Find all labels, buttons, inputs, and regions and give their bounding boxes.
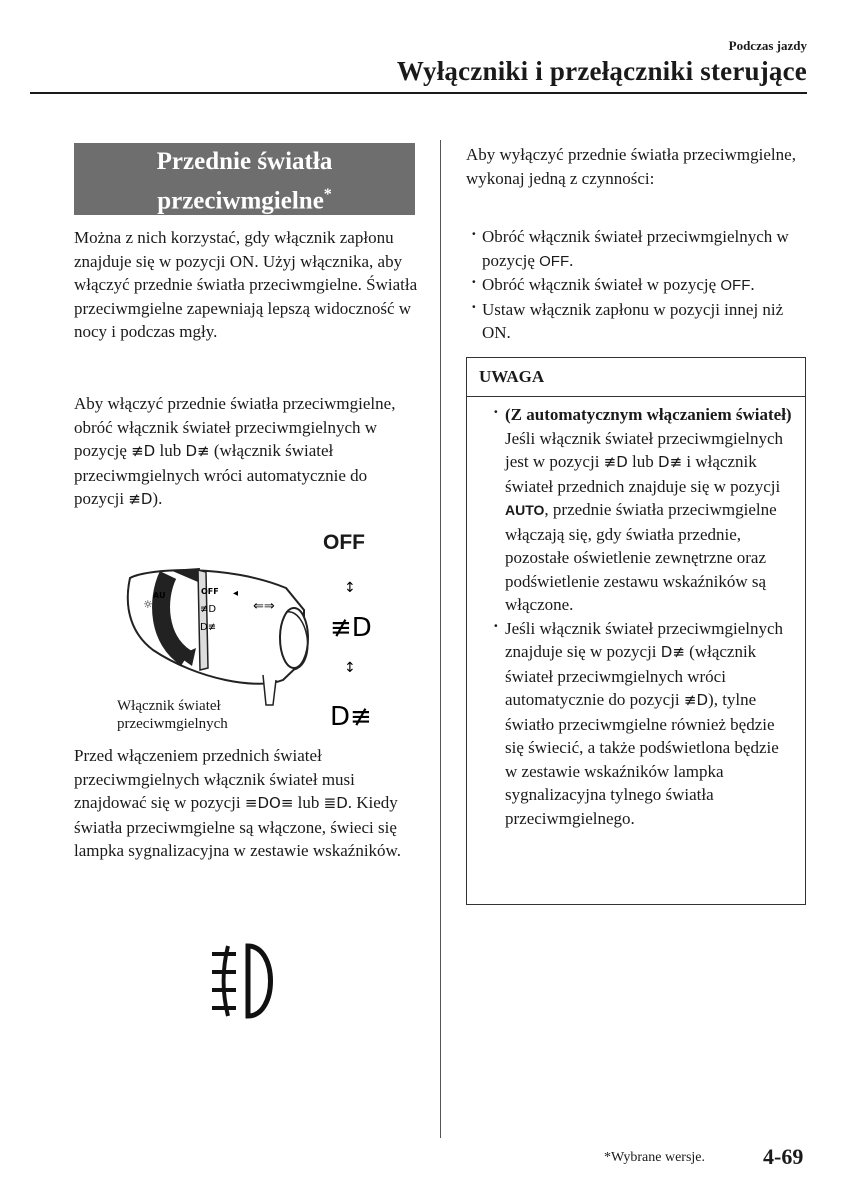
rear-fog-light-icon: D≢ bbox=[185, 442, 210, 460]
off-position-label: OFF bbox=[720, 277, 751, 294]
figure-caption-line1: Włącznik świateł bbox=[117, 698, 221, 714]
turn-on-text-b: (włącznik świateł przeciwmgielnych wróci automatycznie do pozycji bbox=[74, 441, 368, 508]
arrow-updown-icon: ↕ bbox=[344, 580, 356, 596]
page-title: Wyłączniki i przełączniki sterujące bbox=[396, 56, 807, 86]
front-fog-light-icon: ≢D bbox=[131, 442, 156, 460]
list-item: · Obróć włącznik świateł w pozycję OFF. bbox=[466, 273, 811, 298]
turn-on-paragraph bbox=[74, 392, 419, 512]
list-item: · Jeśli włącznik świateł przeciwmgielnych znajduje się w pozycji D≢ (włącznik świateł przeciwmgielnych wróci automatycznie do pozycji ≢D), tylne światło przeciwmgielne również będzie się świecić, a także podświetlona będzie w zestawie wskaźników lampka sygnalizacyjna tylnego światła przeciwmgielnego. bbox=[479, 617, 793, 831]
rear-fog-position-icon: D≢ bbox=[330, 702, 372, 732]
stalk-front-fog-icon: ≢D bbox=[200, 604, 217, 615]
off-label: OFF bbox=[323, 531, 365, 554]
header-rule bbox=[30, 92, 807, 94]
section-title-line2: przeciwmgielne bbox=[157, 187, 324, 215]
stalk-flash-icon: ⇐⇒ bbox=[253, 599, 275, 614]
stalk-auto-label: AU bbox=[153, 591, 166, 600]
list-item: · (Z automatycznym włączaniem świateł) Jeśli włącznik świateł przeciwmgielnych jest w pozycji ≢D lub D≢ i włącznik świateł przednich znajduje się w pozycji AUTO, przednie światła przeciwmgielne włączają się, gdy światła przednie, pozostałe oświetlenie zewnętrzne oraz podświetlenie zestawu wskaźników są włączone. bbox=[479, 403, 793, 617]
rear-fog-light-icon: D≢ bbox=[660, 643, 685, 661]
stalk-off-label: OFF bbox=[201, 587, 219, 596]
before-on-text-b: . Kiedy światła przeciwmgielne są włączone, świeci się lampka sygnalizacyjna w zestawie wskaźników. bbox=[74, 793, 401, 860]
front-fog-light-icon: ≢D bbox=[683, 691, 709, 709]
stalk-parking-icon: ☼ bbox=[143, 598, 153, 611]
front-fog-light-icon: ≢D bbox=[128, 490, 153, 508]
arrow-updown-icon: ↕ bbox=[344, 660, 356, 676]
stalk-marker-icon: ◂ bbox=[233, 588, 239, 599]
before-on-text-a: Przed włączeniem przednich świateł przeciwmgielnych włącznik świateł musi znajdować się w pozycji bbox=[74, 746, 355, 812]
front-fog-indicator-icon bbox=[208, 940, 280, 1022]
column-divider bbox=[440, 140, 441, 1138]
off-position-label: OFF bbox=[539, 252, 570, 270]
figure-caption-line2: przeciwmgielnych bbox=[117, 716, 228, 732]
headlight-icon: ≣D bbox=[323, 794, 348, 812]
page-number: 4-69 bbox=[763, 1144, 804, 1169]
rear-fog-light-icon: D≢ bbox=[658, 453, 683, 471]
before-on-paragraph bbox=[74, 744, 419, 863]
turn-on-text-a: Aby włączyć przednie światła przeciwmgielne, obróć włącznik świateł przeciwmgielnych w pozycję bbox=[74, 394, 396, 460]
note-box bbox=[466, 357, 806, 905]
front-fog-light-icon: ≢D bbox=[603, 453, 628, 471]
front-fog-position-icon: ≢D bbox=[330, 613, 372, 643]
auto-position-label: AUTO bbox=[505, 502, 545, 518]
note-list bbox=[467, 397, 805, 830]
note-heading: UWAGA bbox=[467, 358, 805, 397]
before-on-or: lub bbox=[297, 793, 320, 812]
turn-off-intro: Aby wyłączyć przednie światła przeciwmgielne, wykonaj jedną z czynności: bbox=[466, 145, 796, 188]
turn-on-or: lub bbox=[159, 441, 182, 460]
section-label: Podczas jazdy bbox=[728, 38, 807, 53]
stalk-rear-fog-icon: D≢ bbox=[200, 622, 217, 633]
note-item1-title: · (Z automatycznym włączaniem świateł) bbox=[505, 405, 792, 424]
section-title-line1: Przednie światła bbox=[156, 148, 333, 175]
list-item: · Obróć włącznik świateł przeciwmgielnych w pozycję OFF. bbox=[466, 225, 811, 273]
section-title-asterisk: * bbox=[323, 186, 332, 203]
parking-light-icon: ≡DO≡ bbox=[244, 794, 294, 812]
list-item: · Ustaw włącznik zapłonu w pozycji innej niż ON. bbox=[466, 298, 811, 345]
turn-off-list bbox=[466, 225, 811, 345]
footnote: *Wybrane wersje. bbox=[604, 1150, 706, 1165]
figure-caption bbox=[117, 697, 228, 733]
section-title bbox=[74, 143, 415, 215]
intro-paragraph: Można z nich korzystać, gdy włącznik zapłonu znajduje się w pozycji ON. Użyj włącznika, aby włączyć przednie światła przeciwmgielne. Światła przeciwmgielne zapewniają lepszą widoczność w nocy i podczas mgły. bbox=[74, 228, 418, 341]
turn-on-text-c: ). bbox=[152, 489, 163, 508]
